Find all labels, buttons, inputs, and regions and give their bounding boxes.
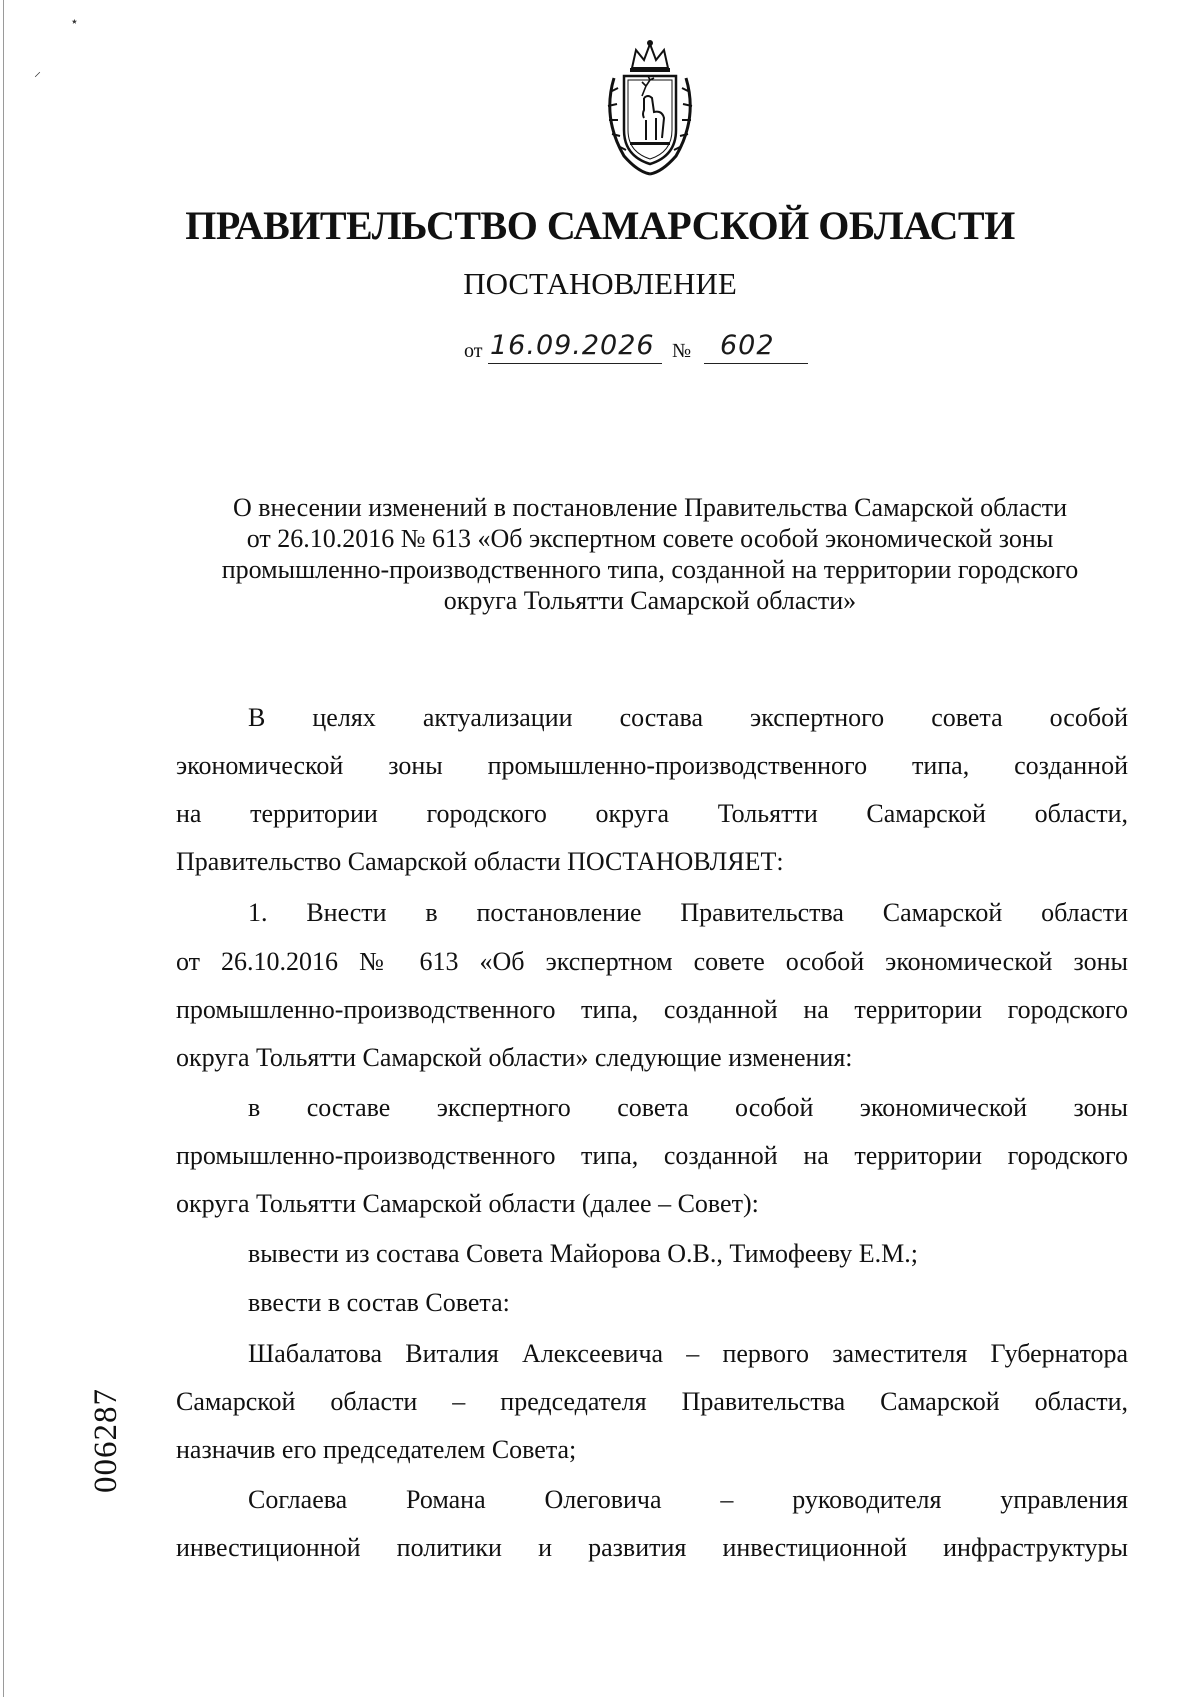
- serial-number: 006287: [88, 1388, 124, 1493]
- date-prefix: от: [464, 340, 483, 362]
- organization-title: ПРАВИТЕЛЬСТВО САМАРСКОЙ ОБЛАСТИ: [185, 203, 1015, 248]
- body-line: Шабалатова Виталия Алексеевича – первого заместителя Губернатора: [248, 1339, 1128, 1368]
- subject-line: промышленно-производственного типа, созданной на территории городского: [221, 555, 1079, 584]
- document-number: 602: [720, 330, 775, 361]
- body-line: вывести из состава Совета Майорова О.В., Тимофееву Е.М.;: [248, 1239, 919, 1268]
- body-line: назначив его председателем Совета;: [176, 1435, 577, 1464]
- samara-coat-of-arms-icon: [598, 38, 702, 180]
- scan-speck: ⋆: [70, 15, 79, 30]
- number-prefix: №: [672, 340, 692, 362]
- scan-edge: [3, 0, 4, 1697]
- scan-speck: ⸝: [34, 65, 41, 80]
- date-underline: [488, 363, 662, 364]
- document-date: 16.09.2026: [490, 330, 655, 361]
- body-line: Соглаева Романа Олеговича – руководителя управления: [248, 1485, 1128, 1514]
- body-line: от 26.10.2016 № 613 «Об экспертном совете особой экономической зоны: [176, 947, 1128, 976]
- date-number-line: [464, 330, 864, 370]
- body-line: Самарской области – председателя Правительства Самарской области,: [176, 1387, 1128, 1416]
- body-line: 1. Внести в постановление Правительства Самарской области: [248, 898, 1128, 927]
- body-line: В целях актуализации состава экспертного совета особой: [248, 703, 1128, 732]
- body-line: экономической зоны промышленно-производственного типа, созданной: [176, 751, 1128, 780]
- body-line: в составе экспертного совета особой экономической зоны: [248, 1093, 1128, 1122]
- subject-line: округа Тольятти Самарской области»: [443, 586, 857, 615]
- body-line: ввести в состав Совета:: [248, 1288, 510, 1317]
- body-line: на территории городского округа Тольятти Самарской области,: [176, 799, 1128, 828]
- body-line: промышленно-производственного типа, созданной на территории городского: [176, 995, 1128, 1024]
- body-line: округа Тольятти Самарской области (далее – Совет):: [176, 1189, 759, 1218]
- number-underline: [704, 363, 808, 364]
- subject-line: от 26.10.2016 № 613 «Об экспертном совете особой экономической зоны: [246, 524, 1054, 553]
- body-line: Правительство Самарской области ПОСТАНОВЛЯЕТ:: [176, 847, 784, 876]
- subject-line: О внесении изменений в постановление Правительства Самарской области: [232, 493, 1068, 522]
- body-line: инвестиционной политики и развития инвестиционной инфраструктуры: [176, 1533, 1128, 1562]
- document-type: ПОСТАНОВЛЕНИЕ: [463, 266, 737, 301]
- body-line: округа Тольятти Самарской области» следующие изменения:: [176, 1043, 853, 1072]
- document-subject: [180, 492, 1120, 616]
- body-line: промышленно-производственного типа, созданной на территории городского: [176, 1141, 1128, 1170]
